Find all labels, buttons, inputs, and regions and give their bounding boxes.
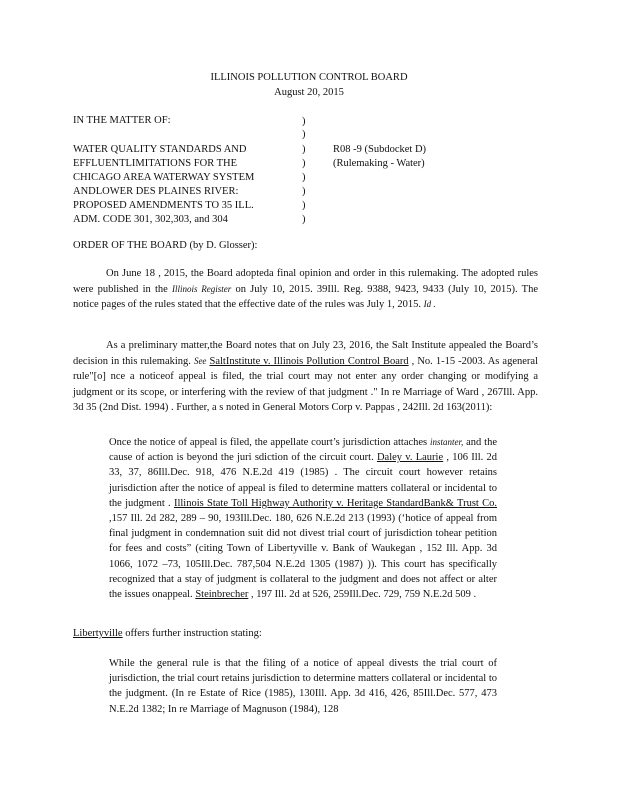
- caption-line: PROPOSED AMENDMENTS TO 35 ILL.: [73, 200, 254, 211]
- paragraph-adoption: [73, 266, 538, 313]
- paren: ): [302, 172, 306, 183]
- block-quote-libertyville: While the general rule is that the filing of a notice of appeal divests the trial court of jurisdiction, the trial court retains jurisdiction to determine matters collateral or incidental to the judgment. (In re Estate of Rice (1985), 130Ill. App. 3d 416, 426, 85Ill.Dec. 577, 473 N.E.2d 1382; In re Marriage of Magnuson (1984), 128: [109, 658, 497, 715]
- paren: ): [302, 144, 306, 155]
- see-signal: See: [193, 355, 207, 366]
- caption-line: WATER QUALITY STANDARDS AND: [73, 144, 247, 155]
- caption-line: EFFLUENTLIMITATIONS FOR THE: [73, 158, 238, 169]
- instanter-term: instanter,: [430, 437, 464, 447]
- quote-text: , 197 Ill. 2d at 526, 259Ill.Dec. 729, 759 N.E.2d 509 .: [248, 589, 477, 601]
- id-citation: Id .: [423, 299, 436, 310]
- paragraph-appeal: [73, 338, 538, 416]
- quote-text: , 106 Ill. 2d 33, 37, 86Ill.Dec. 918, 476 N.E.2d 419 (1985) . The circuit court however retains jurisdiction after the notice of appeal is filed to determine matters collateral or incidental to the judgment .: [109, 452, 497, 509]
- caption-line: CHICAGO AREA WATERWAY SYSTEM: [73, 172, 255, 183]
- paren: ): [302, 200, 306, 211]
- docket-number: R08 -9 (Subdocket D): [333, 144, 427, 155]
- intro-text: offers further instruction stating:: [122, 628, 262, 639]
- paragraph-text: On June 18 , 2015, the Board adopteda final opinion and order in this rulemaking. The adopted rules were published in the: [73, 268, 538, 295]
- paren: ): [302, 129, 306, 140]
- case-citation: Steinbrecher: [195, 589, 249, 601]
- register-title: Illinois Register: [171, 283, 232, 294]
- paragraph-text: As a preliminary matter,the Board notes that on July 23, 2016, the Salt Institute appealed the Board’s decision in this rulemaking.: [73, 340, 538, 367]
- quote-text: and the cause of action is beyond the juri sdiction of the circuit court.: [109, 437, 497, 464]
- block-quote-general-motors: [109, 435, 497, 602]
- order-date: August 20, 2015: [274, 87, 344, 98]
- libertyville-intro: [73, 626, 262, 642]
- paragraph-text: , No. 1-15 -2003. As ageneral rule"[o] nce a noticeof appeal is filed, the trial court may not enter any order changing or modifying a judgment or its scope, or interfering with the review of that judgment ." In re Marriage of Ward , 267Ill. App. 3d 35 (2nd Dist. 1994) . Further, a s noted in General Motors Corp v. Pappas , 242Ill. 2d 163(2011):: [73, 355, 538, 414]
- caption-line: ANDLOWER DES PLAINES RIVER:: [73, 186, 239, 197]
- quote-text: ,157 Ill. 2d 282, 289 – 90, 193Ill.Dec. 180, 626 N.E.2d 213 (1993) (‘hotice of appeal from final judgment in condemnation suit did not divest trial court of jurisdiction tohear petition for fees and costs” (citing Town of Libertyville v. Bank of Waukegan , 152 Ill. App. 3d 1066, 1072 –73, 105Ill.Dec. 787,504 N.E.2d 1305 (1987) )). This court has specifically recognized that a stay of judgment is collateral to the judgment and does not affect or alter the issues onappeal.: [109, 513, 497, 601]
- quote-text: Once the notice of appeal is filed, the appellate court’s jurisdiction attaches: [109, 437, 430, 448]
- caption-line: ADM. CODE 301, 302,303, and 304: [73, 214, 228, 225]
- rulemaking-type: (Rulemaking - Water): [333, 158, 425, 169]
- paren: ): [302, 158, 306, 169]
- board-heading: ILLINOIS POLLUTION CONTROL BOARD: [210, 72, 408, 83]
- order-title: ORDER OF THE BOARD (by D. Glosser):: [73, 240, 258, 251]
- paragraph-text: on July 10, 2015. 39Ill. Reg. 9388, 9423, 9433 (July 10, 2015). The notice pages of the rules stated that the effective date of the rules was July 1, 2015.: [73, 283, 538, 311]
- paren: ): [302, 214, 306, 225]
- in-the-matter: IN THE MATTER OF:: [73, 115, 171, 126]
- paren: ): [302, 116, 306, 127]
- case-name: Libertyville: [73, 628, 123, 639]
- case-citation: Daley v. Laurie: [376, 452, 444, 464]
- case-citation: SaltInstitute v. Illinois Pollution Control Board: [209, 355, 409, 367]
- case-citation: Illinois State Toll Highway Authority v. Heritage StandardBank& Trust Co.: [173, 497, 497, 509]
- paren: ): [302, 186, 306, 197]
